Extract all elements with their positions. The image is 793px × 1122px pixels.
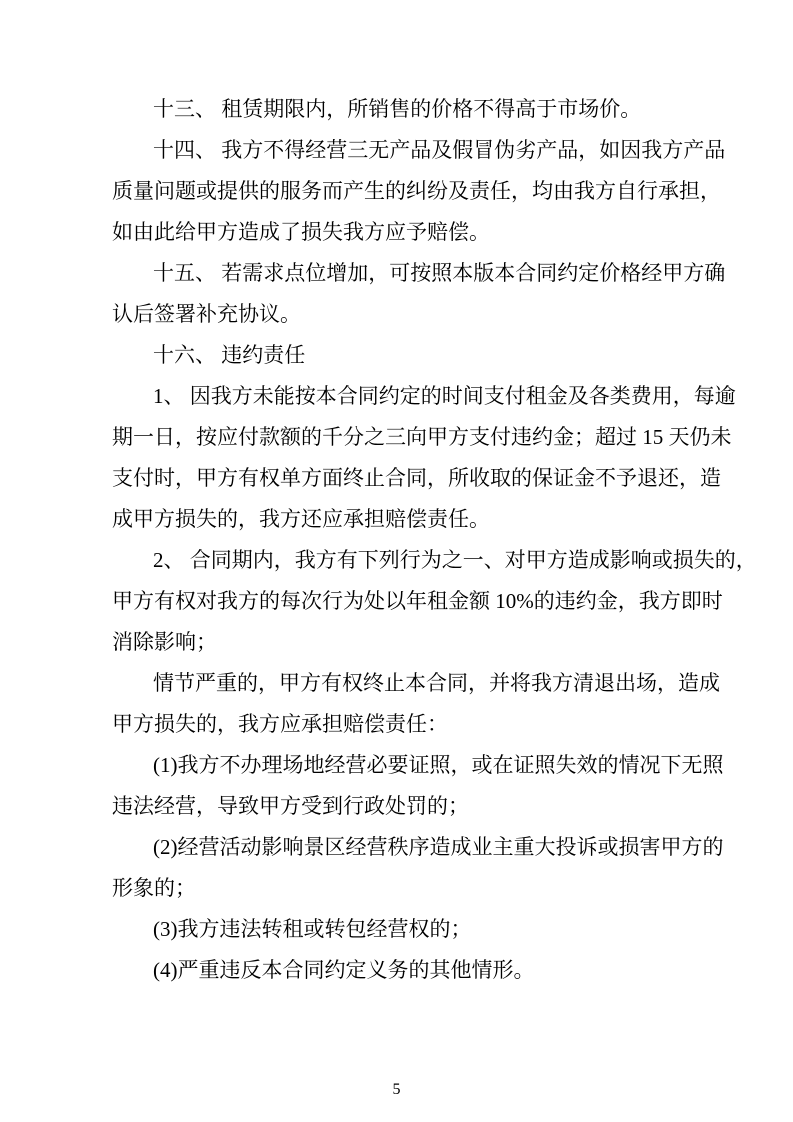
text-line: 如由此给甲方造成了损失我方应予赔偿。 (112, 220, 490, 244)
text-line: 十六、 违约责任 (153, 343, 306, 367)
text-line: 情节严重的，甲方有权终止本合同，并将我方清退出场，造成 (153, 671, 720, 695)
text-line: (4)严重违反本合同约定义务的其他情形。 (153, 958, 535, 982)
text-line: 成甲方损失的，我方还应承担赔偿责任。 (112, 507, 490, 531)
text-line: 质量问题或提供的服务而产生的纠纷及责任，均由我方自行承担， (112, 179, 721, 203)
text-line: 消除影响； (112, 630, 217, 654)
text-line: 十五、 若需求点位增加，可按照本版本合同约定价格经甲方确 (153, 261, 726, 285)
text-line: 1、 因我方未能按本合同约定的时间支付租金及各类费用，每逾 (153, 384, 736, 408)
text-line: 十四、 我方不得经营三无产品及假冒伪劣产品，如因我方产品 (153, 138, 726, 162)
text-line: 违法经营，导致甲方受到行政处罚的； (112, 794, 469, 818)
text-line: 支付时，甲方有权单方面终止合同，所收取的保证金不予退还，造 (112, 466, 721, 490)
text-line: 十三、 租赁期限内，所销售的价格不得高于市场价。 (153, 97, 642, 121)
text-line: (3)我方违法转租或转包经营权的； (153, 917, 472, 941)
page-number: 5 (392, 1081, 401, 1098)
text-line: 形象的； (112, 876, 196, 900)
document-lines (112, 89, 757, 991)
text-line: 认后签署补充协议。 (112, 302, 301, 326)
text-line: (1)我方不办理场地经营必要证照，或在证照失效的情况下无照 (153, 753, 724, 777)
text-line: 期一日，按应付款额的千分之三向甲方支付违约金；超过 15 天仍未 (112, 425, 732, 449)
text-line: 甲方损失的，我方应承担赔偿责任： (112, 712, 448, 736)
text-line: 甲方有权对我方的每次行为处以年租金额 10%的违约金，我方即时 (112, 589, 723, 613)
text-line: (2)经营活动影响景区经营秩序造成业主重大投诉或损害甲方的 (153, 835, 724, 859)
text-line: 2、 合同期内，我方有下列行为之一、对甲方造成影响或损失的， (153, 548, 757, 572)
